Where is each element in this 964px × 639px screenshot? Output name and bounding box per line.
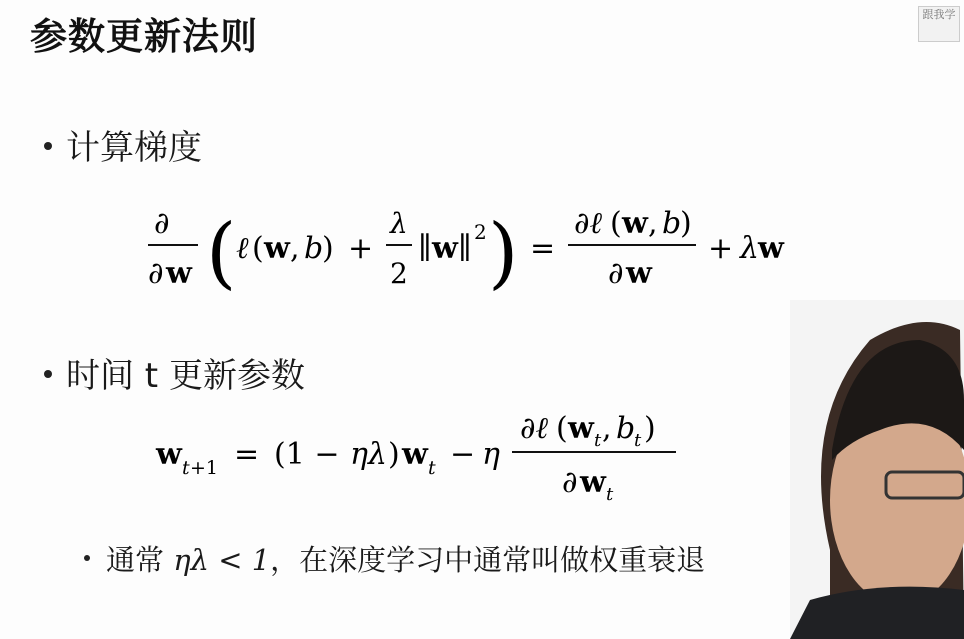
svg-text:=: = [530, 231, 556, 266]
sub-bullet-prefix: 通常 [106, 543, 174, 577]
svg-text:+: + [708, 231, 734, 266]
bullet-label: 时间 t 更新参数 [66, 356, 305, 396]
sub-bullet-weight-decay [84, 538, 705, 579]
svg-text:): ) [680, 206, 692, 241]
svg-text:w: w [156, 437, 182, 472]
svg-text:∂: ∂ [562, 465, 578, 500]
svg-text:): ) [388, 437, 400, 472]
svg-text:w: w [568, 411, 594, 446]
svg-text:w: w [580, 465, 606, 500]
svg-text:ηλ: ηλ [350, 437, 387, 472]
svg-text:): ) [644, 411, 656, 446]
svg-text:w: w [622, 206, 648, 241]
bullet-dot [44, 370, 52, 378]
svg-text:t: t [428, 457, 436, 479]
svg-text:η: η [482, 437, 500, 472]
svg-text:b: b [304, 231, 324, 266]
svg-text:): ) [488, 208, 519, 298]
bullet-update-params [44, 348, 305, 397]
sub-bullet-suffix: ，在深度学习中通常叫做权重衰退 [270, 543, 706, 577]
svg-text:∥: ∥ [458, 231, 472, 266]
svg-text:): ) [322, 231, 334, 266]
update-equation [150, 400, 710, 510]
svg-text:t: t [182, 457, 190, 479]
svg-text:λ: λ [390, 207, 408, 240]
svg-text:,: , [290, 231, 300, 266]
svg-text:(: ( [556, 411, 568, 446]
svg-text:=: = [234, 437, 260, 472]
svg-text:(: ( [252, 231, 264, 266]
svg-text:∂: ∂ [154, 206, 170, 241]
svg-text:λ: λ [740, 231, 760, 266]
svg-text:2: 2 [390, 257, 408, 290]
svg-text:+1: +1 [190, 457, 219, 479]
svg-text:∂ℓ: ∂ℓ [574, 206, 603, 241]
svg-text:t: t [606, 484, 614, 505]
svg-text:t: t [634, 430, 642, 451]
svg-text:w: w [166, 256, 192, 291]
svg-text:w: w [402, 437, 428, 472]
svg-text:b: b [616, 411, 636, 446]
slide-title: 参数更新法则 [30, 15, 258, 58]
svg-text:∂: ∂ [608, 256, 624, 291]
svg-text:(1 −: (1 − [274, 437, 340, 472]
gradient-equation [140, 195, 820, 305]
bullet-compute-gradient [44, 120, 202, 169]
bullet-label: 计算梯度 [66, 128, 202, 168]
svg-text:(: ( [610, 206, 622, 241]
svg-text:,: , [648, 206, 658, 241]
svg-text:∂ℓ: ∂ℓ [520, 411, 549, 446]
presenter-video [790, 300, 964, 639]
bullet-dot [44, 142, 52, 150]
sub-bullet-math: ηλ < 1 [173, 543, 271, 577]
bullet-dot [84, 555, 90, 561]
svg-text:w: w [758, 231, 784, 266]
svg-text:w: w [264, 231, 290, 266]
svg-text:∥: ∥ [418, 231, 432, 266]
svg-text:∂: ∂ [148, 256, 164, 291]
svg-text:2: 2 [474, 220, 487, 244]
svg-text:ℓ: ℓ [236, 231, 249, 266]
svg-text:+: + [348, 231, 374, 266]
svg-text:,: , [602, 411, 612, 446]
svg-text:−: − [450, 437, 476, 472]
svg-text:w: w [432, 231, 458, 266]
svg-text:b: b [662, 206, 682, 241]
svg-text:t: t [594, 430, 602, 451]
svg-text:w: w [626, 256, 652, 291]
svg-text:(: ( [206, 208, 237, 298]
watermark-logo: 跟我学 [918, 6, 960, 42]
